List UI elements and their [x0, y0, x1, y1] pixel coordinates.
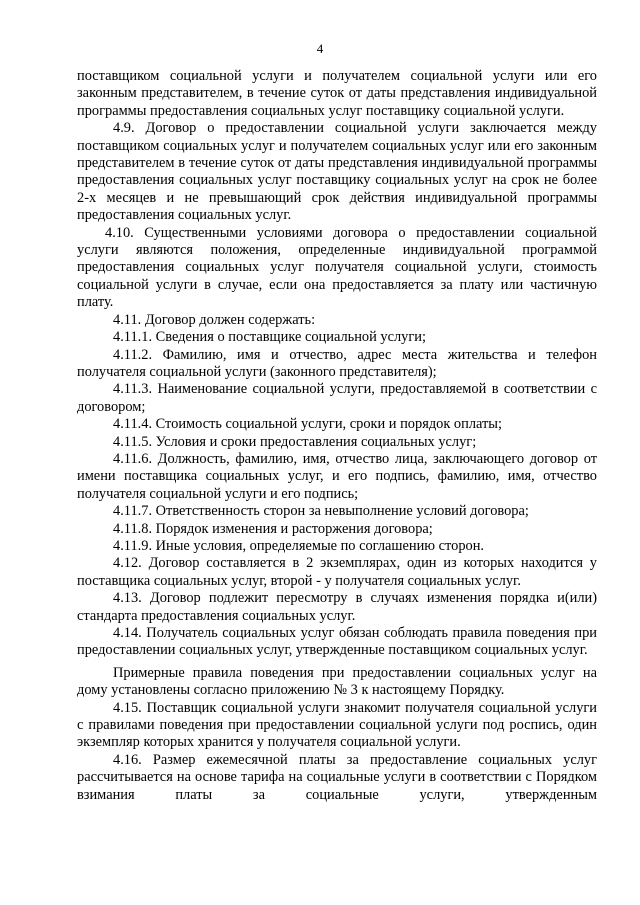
paragraph-4-11-1: 4.11.1. Сведения о поставщике социальной услуги;	[113, 329, 426, 346]
paragraph-4-11-9: 4.11.9. Иные условия, определяемые по соглашению сторон.	[113, 537, 485, 554]
paragraph-4-11-8: 4.11.8. Порядок изменения и расторжения договора;	[113, 520, 433, 537]
paragraph-4-11-7: 4.11.7. Ответственность сторон за невыполнение условий договора;	[113, 503, 529, 520]
paragraph-rules-note: Примерные правила поведения при предоставлении социальных услуг на дому установлены согласно приложению № 3 к настоящему Порядку.	[77, 664, 597, 699]
paragraph-4-11-6: 4.11.6. Должность, фамилию, имя, отчество лица, заключающего договор от имени поставщика социальных услуг, и его подпись, фамилию, имя, отчество получателя социальной услуги и его подпись;	[77, 450, 597, 502]
body-text	[77, 68, 597, 804]
paragraph-4-11: 4.11. Договор должен содержать:	[113, 311, 316, 328]
paragraph-4-11-4: 4.11.4. Стоимость социальной услуги, сроки и порядок оплаты;	[113, 416, 502, 433]
paragraph-4-14: 4.14. Получатель социальных услуг обязан соблюдать правила поведения при предоставлении социальных услуг, утвержденные поставщиком социальных услуг.	[77, 625, 597, 659]
page-number: 4	[316, 41, 324, 56]
paragraph-4-12: 4.12. Договор составляется в 2 экземплярах, один из которых находится у поставщика социальных услуг, второй - у получателя социальных услуг.	[77, 555, 597, 589]
paragraph-4-11-2: 4.11.2. Фамилию, имя и отчество, адрес места жительства и телефон получателя социальной услуги (законного представителя);	[77, 346, 597, 380]
paragraph-4-9: 4.9. Договор о предоставлении социальной услуги заключается между поставщиком социальных услуг и получателем социальных услуг или его законным представителем в течение суток от даты представления индивидуальной программы предоставления социальных услуг поставщику социальных услуг на срок не более 2-х месяцев и не превышающий срок действия индивидуальной программы предоставления социальных услуг.	[77, 120, 597, 224]
paragraph-4-13: 4.13. Договор подлежит пересмотру в случаях изменения порядка и(или) стандарта предоставления социальных услуг.	[77, 590, 597, 624]
paragraph-4-10: 4.10. Существенными условиями договора о предоставлении социальной услуги являются положения, определенные индивидуальной программой предоставления социальных услуг получателя социальной услуги, стоимость социальной услуги в случае, если она предоставляется за плату или частичную плату.	[77, 224, 597, 311]
paragraph-continuation: поставщиком социальной услуги и получателем социальной услуги или его законным представителем, в течение суток от даты представления индивидуальной программы предоставления социальных услуг поставщику социальной услуги.	[77, 68, 597, 119]
paragraph-4-11-3: 4.11.3. Наименование социальной услуги, предоставляемой в соответствии с договором;	[77, 381, 597, 415]
paragraph-4-16: 4.16. Размер ежемесячной платы за предоставление социальных услуг рассчитывается на основе тарифа на социальные услуги в соответствии с Порядком взимания платы за социальные услуги, утвержденным	[77, 751, 597, 803]
paragraph-4-11-5: 4.11.5. Условия и сроки предоставления социальных услуг;	[113, 433, 477, 450]
paragraph-4-15: 4.15. Поставщик социальной услуги знакомит получателя социальной услуги с правилами поведения при предоставлении социальной услуги под роспись, один экземпляр которых хранится у получателя социальной услуги.	[77, 699, 597, 751]
